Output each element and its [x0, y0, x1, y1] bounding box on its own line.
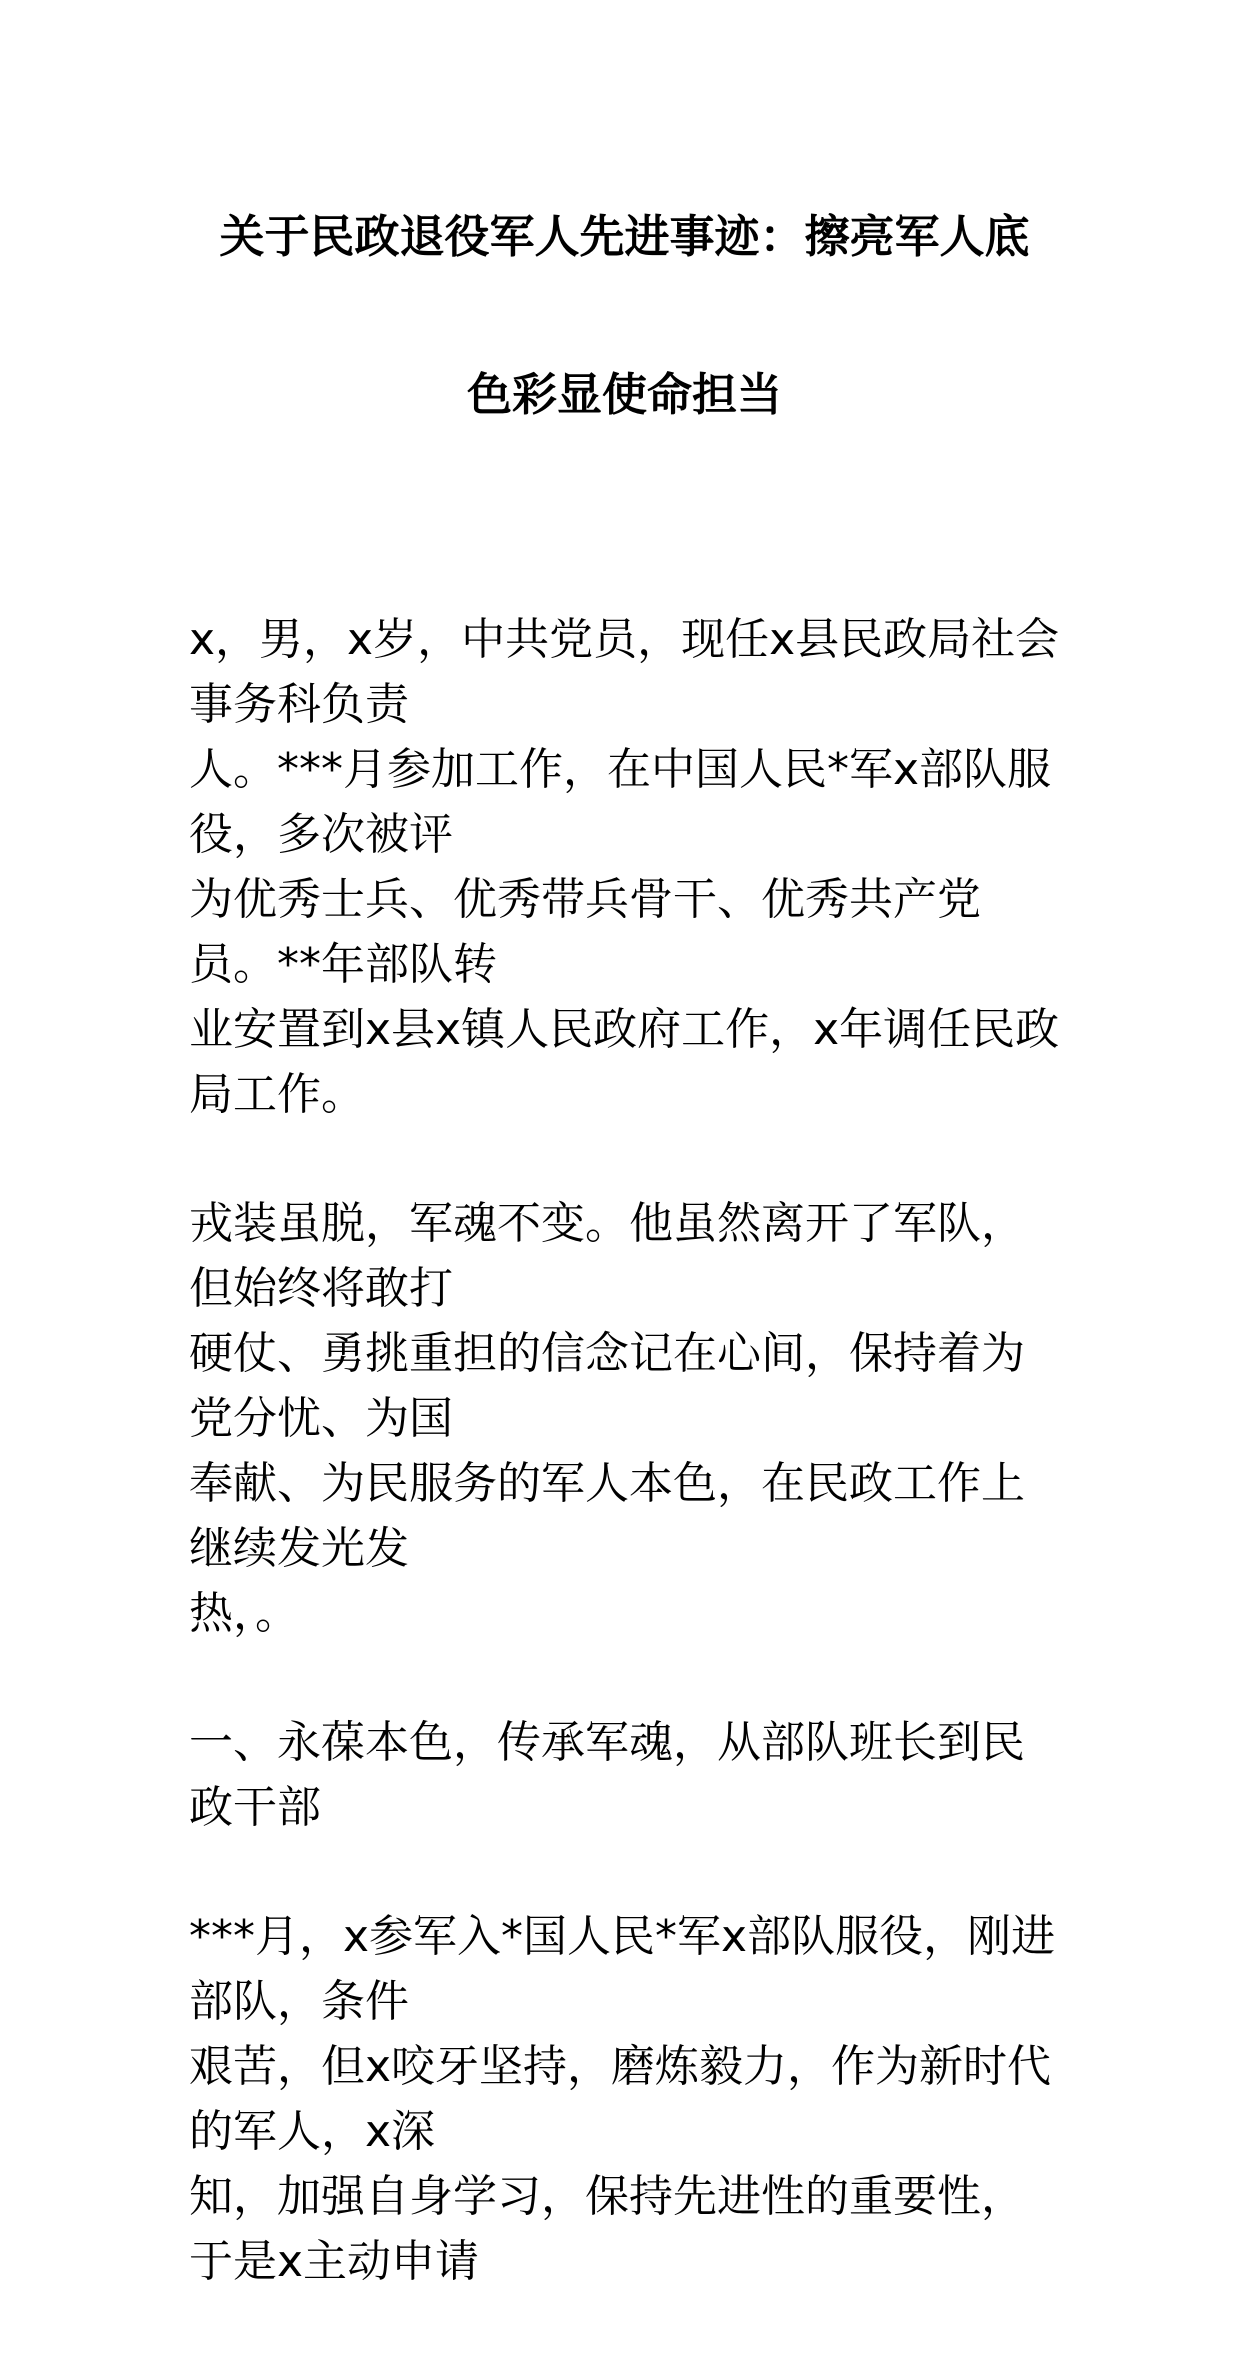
text-line: x，男，x岁，中共党员，现任x县民政局社会事务科负责	[189, 614, 1060, 730]
section-heading-1: 一、永葆本色，传承军魂，从部队班长到民政干部	[189, 1717, 1025, 1833]
paragraph-intro	[189, 607, 1060, 1127]
text-line: 知，加强自身学习，保持先进性的重要性，于是x主动申请	[189, 2171, 1025, 2287]
text-line: 为优秀士兵、优秀带兵骨干、优秀共产党员。**年部队转	[189, 874, 981, 990]
text-line: 戎装虽脱，军魂不变。他虽然离开了军队，但始终将敢打	[189, 1198, 1025, 1314]
text-line: 热，。	[189, 1588, 299, 1639]
text-line: ***月，x参军入*国人民*军x部队服役，刚进部队，条件	[189, 1911, 1056, 2027]
title-line-2: 色彩显使命担当	[466, 368, 782, 421]
text-line: 硬仗、勇挑重担的信念记在心间，保持着为党分忧、为国	[189, 1328, 1025, 1444]
text-line: 人。***月参加工作，在中国人民*军x部队服役，多次被评	[189, 744, 1052, 860]
document-body	[189, 607, 1060, 2294]
document-title	[189, 205, 1060, 427]
text-line: 艰苦，但x咬牙坚持，磨炼毅力，作为新时代的军人，x深	[189, 2041, 1052, 2157]
text-line: 奉献、为民服务的军人本色，在民政工作上继续发光发	[189, 1458, 1025, 1574]
text-line: 业安置到x县x镇人民政府工作，x年调任民政局工作。	[189, 1004, 1060, 1120]
paragraph-section-1	[189, 1904, 1060, 2294]
paragraph-summary	[189, 1191, 1060, 1646]
title-line-1: 关于民政退役军人先进事迹：擦亮军人底	[219, 210, 1030, 263]
